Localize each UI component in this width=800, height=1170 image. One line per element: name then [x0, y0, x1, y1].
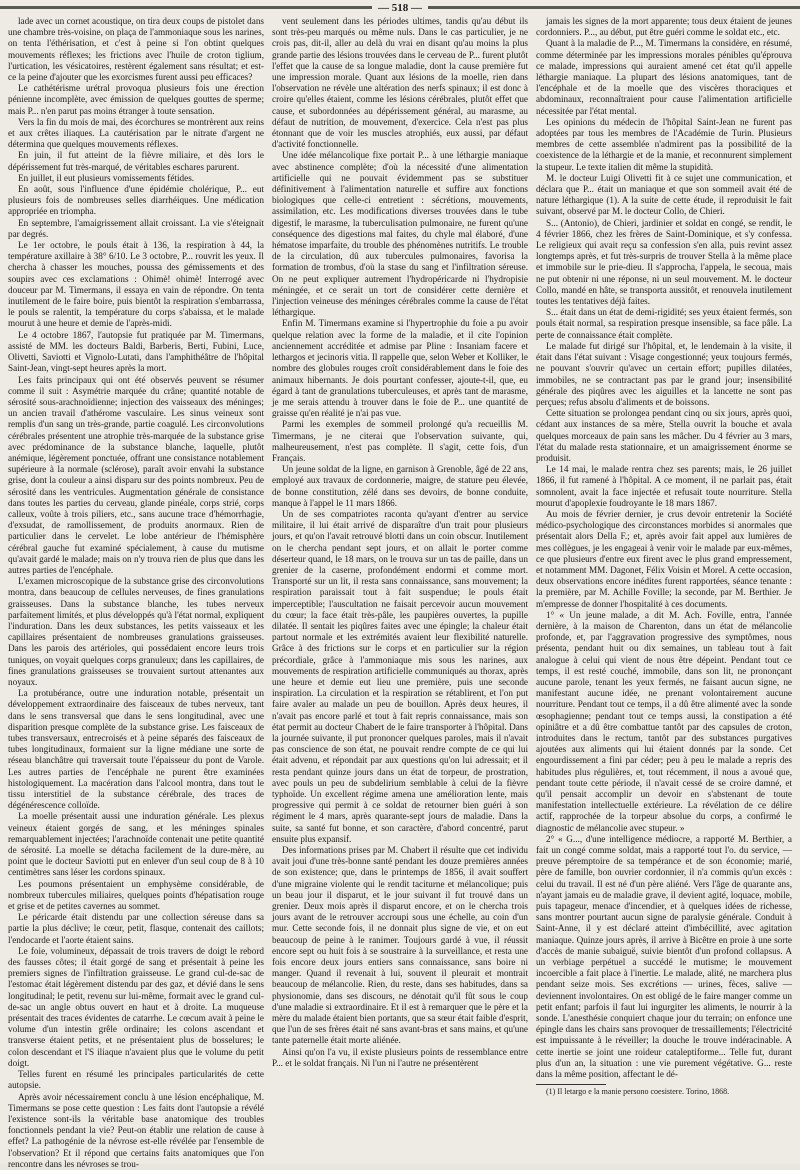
paragraph: 2° « G..., d'une intelligence médiocre, a rapporté M. Berthier, a fait un congé comme soldat, mais a rapporté tout l'o. du service, — preuve péremptoire de sa tempérance et de son économie; marié, père de famille, bon ouvrier cordonnier, il n'a commis qu'un excès : celui du travail. Il est né d'un père aliéné. Vers l'âge de quarante ans, n'ayant jamais eu de maladie grave, il devient agité, loquace, mobile, puis tapageur, menace d'incendier, et à quelques idées de richesse, sans montrer pourtant aucun signe de paralysie générale. Conduit à Saint-Anne, il y est déclaré atteint d'imbécillité, avec agitation maniaque. Quinze jours après, il arrive à Bicêtre en proie à une sorte d'accès de manie subaiguë, suivie bientôt d'un profond collapsus. A un verbiage perpétuel a succédé le mutisme; le mouvement incoercible a fait place à l'inertie. Le malade, alité, ne marchera plus pendant seize mois. Ses excrétions — urines, fèces, salive — deviennent involontaires. On est obligé de le faire manger comme un petit enfant; parfois il faut lui ingurgiter les aliments, le nourrir à la sonde. L'anesthésie conquiert chaque jour du terrain; on enfonce une épingle dans les chairs sans provoquer de tressaillements; l'électricité est impuissante à le réveiller; la douche le trouve indéracinable. A cette inertie se joint une roideur cataleptiforme... Telle fut, durant plus d'un an, la situation : une vie purement végétative. G... reste dans la même position, affectant le dé- — [536, 833, 792, 1080]
footnote-rule — [536, 1084, 606, 1085]
paragraph: La moelle présentait aussi une induration générale. Les plexus veineux étaient gorgés de sang, et les méninges spinales remarquablement injectées; l'arachnoïde contenait une petite quantité de sérosité. La moelle se détacha facilement de la dure-mère, au point que le docteur Saviotti put en enlever d'un seul coup de 8 à 10 centimètres sans léser les cordons spinaux. — [8, 811, 264, 878]
paragraph: En septembre, l'amaigrissement allait croissant. La vie s'éteignait par degrés. — [8, 217, 264, 239]
paragraph: Le malade fut dirigé sur l'hôpital, et, le lendemain à la visite, il était dans l'état suivant : Visage congestionné; yeux toujours fermés, ne pouvant s'ouvrir qu'avec un certain effort; pupilles dilatées, immobiles, ne se contractant pas par le grand jour; insensibilité générale des piqûres avec les aiguilles et la lancette ne sont pas perçues; refus absolu d'aliments et de boissons. — [536, 340, 792, 407]
paragraph: En juillet, il eut plusieurs vomissements fétides. — [18, 172, 195, 183]
paragraph: Au mois de février dernier, je crus devoir entretenir la Société médico-psychologique des circonstances morbides si anormales que présentait alors Della F.; et, après avoir fait appel aux lumières de mes collègues, je les engageai à venir voir le malade par eux-mêmes, ce que plusieurs d'entre eux firent avec le plus grand empressement, et notamment MM. Dagonet, Félix Voisin et Morel. A cette occasion, deux observations encore inédites furent rapportées, séance tenante : la première, par M. Achille Foville; la seconde, par M. Berthier. Je m'empresse de donner l'hospitalité à ces documents. — [536, 508, 792, 609]
paragraph: S... (Antonio), de Chieri, jardinier et soldat en congé, se rendit, le 4 février 1866, chez les frères de Saint-Dominique, et s'y confessa. Le religieux qui avait reçu sa confession s'en alla, puis revint assez longtemps après, et fut très-surpris de trouver Stella à la même place et immobile sur le prie-dieu. Il s'approcha, l'appela, le secoua, mais ne put obtenir ni une réponse, ni un seul mouvement. M. le docteur Collo, mandé en hâte, se transporta aussitôt, et renouvela inutilement toutes les tentatives déjà faites. — [536, 217, 792, 307]
paragraph: 1° « Un jeune malade, a dit M. Ach. Foville, entra, l'année dernière, à la maison de Charenton, dans un état de mélancolie profonde, et, par l'aggravation progressive des symptômes, nous présenta, pendant huit ou dix semaines, un tableau tout à fait analogue à celui qui vient de nous être dépeint. Pendant tout ce temps, il est resté couché, immobile, dans son lit, ne prononçant aucune parole, tenant les yeux fermés, ne faisant aucun signe, ne manifestant aucune idée, ne prenant volontairement aucune nourriture. Pendant tout ce temps, il a dû être alimenté avec la sonde œsophagienne; pendant tout ce temps aussi, la constipation a été opiniâtre et a dû être combattue tantôt par des capsules de croton, introduites dans le rectum, tantôt par des substances purgatives ajoutées aux aliments qui lui étaient donnés par la sonde. Cet engourdissement a fini par céder; peu à peu le malade a repris des habitudes plus régulières, et, tout récemment, il nous a avoué que, pendant toute cette période, il n'avait cessé de se croire damné, et qu'il pensait accomplir un devoir en s'abstenant de toute manifestation intellectuelle extérieure. La révélation de ce délire actif, rapprochée de la torpeur absolue du corps, a confirmé le diagnostic de mélancolie avec stupeur. » — [536, 609, 792, 833]
paragraph: Le cathétérisme urétral provoqua plusieurs fois une érection pénienne incomplète, avec émission de quelques gouttes de sperme; mais P... n'en parut pas moins étranger à toute sensation. — [8, 83, 264, 116]
paragraph: La protubérance, outre une induration notable, présentait un développement extraordinaire des faisceaux de tubes nerveux, tant dans le sens transversal que dans le sens longitudinal, avec une disparition presque complète de la substance grise. Les faisceaux de tubes transversaux, entrecroisés et à peine séparés des faisceaux de tubes longitudinaux, formaient sur la ligne médiane une sorte de réseau blanchâtre qui traversait toute l'épaisseur du pont de Varole. Les autres parties de l'encéphale ne purent être examinées histologiquement. La macération dans l'alcool montra, dans tout le tissu interstitiel de la substance cérébrale, des traces de dégénérescence colloïde. — [8, 688, 264, 811]
footnote: (1) Il letargo e la manie persono coesistere. Torino, 1868. — [546, 1087, 730, 1097]
paragraph: lade avec un cornet acoustique, on tira deux coups de pistolet dans une chambre très-voisine, on plaça de l'ammoniaque sous les narines, on tenta l'éthérisation, et c'est à peine si l'on obtint quelques mouvements réflexes; les frictions avec l'huile de croton tiglium, l'urtication, les vésicatoires, restèrent également sans résultat; et est-ce la peine d'ajouter que les exorcismes furent aussi peu efficaces? — [8, 16, 264, 83]
paragraph: Les faits principaux qui ont été observés peuvent se résumer comme il suit : Asymétrie marquée du crâne; quantité notable de sérosité sous-arachnoïdienne; injection des vaisseaux des méninges; un ancien travail d'athérome vasculaire. Les sinus veineux sont remplis d'un sang un très-grande, partie coagulé. Les circonvolutions cérébrales présentent une atrophie très-marquée de la substance grise avec prédominance de la substance blanche, laquelle, plutôt anémique, légèrement ponctuée, offrant une consistance notablement supérieure à la normale (sclérose), paraît avoir envahi la substance grise, dont la couleur a ainsi disparu sur des points nombreux. Peu de sérosité dans les ventricules. Augmentation générale de consistance dans toutes les parties du cerveau, glande pinéale, corps strié, corps calleux, voûte à trois piliers, etc., sans aucune trace d'hémorrhagie, d'exsudat, de ramollissement, de produits anormaux. Rien de particulier dans le cervelet. Le lobe antérieur de l'hémisphère cérébral gauche fut examiné spécialement, à cause du mutisme qu'avait gardé le malade; mais on n'y trouva rien de plus que dans les autres parties de l'encéphale. — [8, 374, 264, 575]
text-columns — [8, 16, 792, 1169]
paragraph: Cette situation se prolongea pendant cinq ou six jours, après quoi, cédant aux instances de sa mère, Stella ouvrit la bouche et avala quelques morceaux de pain sans les mâcher. Du 4 février au 3 mars, l'état du malade resta stationnaire, et un amaigrissement énorme se produisit. — [536, 408, 792, 463]
paragraph: jamais les signes de la mort apparente; tous deux étaient de jeunes cordonniers. P..., au début, put être guéri comme le soldat etc., etc. — [536, 16, 792, 38]
paragraph: Parmi les exemples de sommeil prolongé qu'a recueillis M. Timermans, je ne citerai que l'observation suivante, qui, malheureusement, n'est pas complète. Il s'agit, cette fois, d'un Français. — [272, 419, 528, 463]
paragraph: vent seulement dans les périodes ultimes, tandis qu'au début ils sont très-peu marqués ou même nuls. Dans le cas particulier, je ne crois pas, dit-il, aller au delà du vrai en disant qu'au moins la plus grande partie des lésions trouvées dans le cerveau de P... furent plutôt l'effet que la cause de sa longue maladie, dont la cause première fut une impression morale. Quant aux lésions de la moelle, rien dans l'observation ne révèle une altération des nerfs spinaux; il est donc à croire qu'elles étaient, comme les lésions cérébrales, plutôt effet que cause, et subordonnées au dépérissement général, au marasme, au défaut de nutrition, de mouvement, d'exercice. Cela n'est pas plus étonnant que de voir les muscles atrophiés, eux aussi, par défaut d'activité fonctionnelle. — [272, 16, 528, 150]
page-number: — 518 — — [0, 2, 800, 14]
paragraph: Après avoir nécessairement conclu à une lésion encéphalique, M. Timermans se pose cette question : Les faits dont l'autopsie a révélé l'existence sont-ils la véritable base anatomique des troubles fonctionnels pendant la vie? Peut-on établir une relation de cause à effet? La pathogénie de la névrose est-elle révélée par l'ensemble de l'observation? Et il répond que certains faits anatomiques que l'on rencontre dans les névroses se trou- — [8, 1091, 264, 1169]
paragraph: Les poumons présentaient un emphysème considérable, de nombreux tubercules miliaires, quelques points d'hépatisation rouge et grise et de petites cavernes au sommet. — [8, 878, 264, 912]
paragraph: Vers la fin du mois de mai, des écorchures se montrèrent aux reins et aux crêtes iliaques. La cautérisation par le nitrate d'argent ne détermina que quelques mouvements réflexes. — [8, 116, 264, 150]
column-left — [8, 16, 264, 1169]
paragraph: Ainsi qu'on l'a vu, il existe plusieurs points de ressemblance entre P... et le soldat français. Ni l'un ni l'autre ne présentèrent — [272, 1046, 528, 1068]
paragraph: Des informations prises par M. Chabert il résulte que cet individu avait joui d'une très-bonne santé pendant les douze premières années de son existence; que, dans le printemps de 1856, il avait souffert d'une migraine violente qui le rendit taciturne et mélancolique; puis un beau jour il disparut, et le jour suivant il fut trouvé dans un grenier. Deux mois après il disparut encore, et on le chercha trois jours avant de le retrouver accroupi sous une échelle, au coin d'un mur. Cette seconde fois, il ne donnait plus signe de vie, et on eut beaucoup de peine à le ranimer. Toujours gardé à vue, il réussit encore sept ou huit fois à se soustraire à la surveillance, et resta une fois encore deux jours entiers sans connaissance, sans boire ni manger. Quand il revenait à lui, souvent il pleurait et montrait beaucoup de mélancolie. Rien, du reste, dans ses habitudes, dans sa physionomie, dans ses discours, ne dénotait qu'il fût sous le coup d'une maladie si extraordinaire. Et il est à remarquer que le père et la mère du malade étaient bien portants, que sa sœur était faible d'esprit, que l'un de ses frères était né sans avant-bras et sans mains, et qu'une tante paternelle était morte aliénée. — [272, 845, 529, 1046]
paragraph: Quant à la maladie de P..., M. Timermans la considère, en résumé, comme déterminée par les impressions morales pénibles qu'éprouva ce malade, impressions qui auraient amené cet état qu'il appelle léthargie maniaque. La plupart des lésions anatomiques, tant de l'encéphale et de la moelle que des viscères thoraciques et abdominaux, reconnaîtraient pour cause l'alimentation artificielle nécessitée par l'état mental. — [536, 38, 792, 116]
paragraph: Une idée mélancolique fixe portait P... à une léthargie maniaque avec abstinence complète; d'où la nécessité d'une alimentation artificielle qui ne pouvait évidemment pas se substituer définitivement à l'alimentation naturelle et suffire aux fonctions biologiques que celle-ci entretient : sécrétions, mouvements, assimilation, etc. Les modifications diverses trouvées dans le tube digestif, le marasme, la tuberculisation pulmonaire, ne furent qu'une conséquence des digestions mal faites, du chyle mal élaboré, d'une hématose imparfaite, du trouble des phénomènes nutritifs. Le trouble de la circulation, dû aux tubercules pulmonaires, favorisa la formation de trombus, d'où la stase du sang et l'infiltration séreuse. On ne peut expliquer autrement l'hydropéricarde ni l'hydropisie méningée, et ce serait un tort de considérer cette dernière et l'injection veineuse des méninges cérébrales comme la cause de l'état léthargique. — [272, 150, 528, 318]
paragraph: Un jeune soldat de la ligne, en garnison à Grenoble, âgé de 22 ans, employé aux travaux de cordonnerie, maigre, de stature peu élevée, de bonne constitution, zélé dans ses devoirs, de bonne conduite, manque à l'appel le 11 mars 1866. — [272, 464, 528, 508]
column-right-body — [536, 16, 792, 1080]
paragraph: Un de ses compatriotes raconta qu'ayant d'entrer au service militaire, il lui était arrivé de disparaître d'un trait pour plusieurs jours, et qu'on l'avait retrouvé blotti dans un coin obscur. Inutilement on le chercha pendant sept jours, et on allait le porter comme déserteur quand, le 18 mars, on le trouva sur un tas de paille, dans un grenier de la caserne, profondément endormi et comme mort. Transporté sur un lit, il resta sans connaissance, sans mouvement; la respiration paraissait tout à fait suspendue; le pouls était imperceptible; l'auscultation ne faisait percevoir aucun mouvement du cœur; la face était très-pâle, les paupières ouvertes, la pupille dilatée. Il sentait les piqûres faites avec une épingle; la chaleur était partout normale et les extrémités avaient leur flexibilité naturelle. Grâce à des frictions sur le corps et en particulier sur la région précordiale, grâce à l'ammoniaque mis sous les narines, aux mouvements de respiration artificielle communiqués au thorax, après une heure et demie eut lieu une première, puis une seconde inspiration. La circulation et la respiration se rétablirent, et l'on put faire avaler au malade un peu de bouillon. Après deux heures, il n'avait pas encore parlé et tout à fait repris connaissance, mais son état permit au docteur Chabert de le faire transporter à l'hôpital. Dans la journée suivante, il put prononcer quelques paroles, mais il n'avait pas conscience de son état, ne pouvait rendre compte de ce qui lui était advenu, et répondait par aux questions qu'on lui adressait; et il resta pendant quinze jours dans un état de torpeur, de prostration, avec pouls un peu de subdelirium semblable à celui de la fièvre typhoïde. Un excellent régime amena une amélioration lente, mais progressive qui permit à ce soldat de retourner bien guéri à son régiment le 4 mars, après quarante-sept jours de maladie. Dans la suite, sa santé fut bonne, et son caractère, d'abord concentré, parut ensuite plus expansif. — [272, 508, 528, 844]
paragraph: Enfin M. Timermans examine si l'hypertrophie du foie a pu avoir quelque relation avec la forme de la maladie, et il cite l'opinion anciennement accréditée et admise par Pline : Insaniam facere et lethargos et jecinoris vitia. Il rappelle que, selon Weber et Kolliker, le nombre des globules rouges croît considérablement dans le foie des animaux hibernants. Je dois pourtant confesser, ajoute-t-il, que, eu égard à tant de granulations tuberculeuses, et après tant de marasme, je me serais attendu à trouver dans le foie de P... une quantité de graisse qu'en réalité je n'ai pas vue. — [272, 318, 528, 419]
paragraph: Telles furent en résumé les principales particularités de cette autopsie. — [8, 1069, 264, 1091]
paragraph: Le 4 octobre 1867, l'autopsie fut pratiquée par M. Timermans, assisté de MM. les docteurs Baldi, Barberis, Berti, Fubini, Luce, Olivetti, Saviotti et Vignolo-Lutati, dans l'amphithéâtre de l'hôpital Saint-Jean, vingt-sept heures après la mort. — [8, 329, 264, 374]
paragraph: S... était dans un état de demi-rigidité; ses yeux étaient fermés, son pouls était normal, sa respiration presque insensible, sa face pâle. La perte de connaissance était complète. — [536, 307, 792, 340]
paragraph: Le péricarde était distendu par une collection séreuse dans sa partie la plus déclive; le cœur, petit, flasque, contenait des caillots; l'endocarde et l'aorte étaient sains. — [8, 912, 264, 945]
paragraph: Le 14 mai, le malade rentra chez ses parents; mais, le 26 juillet 1866, il fut ramené à l'hôpital. A ce moment, il ne parlait pas, était somnolent, avait la face injectée et refusait toute nourriture. Stella mourut d'apoplexie foudroyante le 18 mars 1867. — [536, 464, 792, 508]
paragraph: Le 1er octobre, le pouls était à 136, la respiration à 44, la température axillaire à 38° 6/10. Le 3 octobre, P... rouvrit les yeux. Il chercha à chasser les mouches, poussa des gémissements et des soupirs avec ces exclamations : Ohimè! ohimè! Interrogé avec douceur par M. Timermans, il essaya en vain de répondre. On tenta inutilement de le faire boire, puis bientôt la respiration s'embarrassa, le pouls se ralentit, la température du corps s'abaissa, et le malade mourut à une heure et demie de l'après-midi. — [8, 240, 264, 329]
paragraph: En juin, il fut atteint de la fièvre miliaire, et dès lors le dépérissement fut très-marqué, de véritables eschares parurent. — [8, 150, 264, 172]
paragraph: Le foie, volumineux, dépassait de trois travers de doigt le rebord des fausses côtes; il était gorgé de sang et présentait à peine les premiers signes de l'infiltration graisseuse. Le grand cul-de-sac de l'estomac était légèrement distendu par des gaz, et dévié dans le sens longitudinal; le petit, revenu sur lui-même, formait avec le grand cul-de-sac un angle obtus ouvert en haut et à droite. La muqueuse présentait des traces évidentes de catarrhe. Le cœcum avait à peine le volume d'un intestin grêle ordinaire; les colons ascendant et transverse étaient petits, et ne présentaient plus de bosselures; le colon descendant et l'S iliaque n'avaient plus que le volume du petit doigt. — [8, 945, 264, 1068]
paragraph: Les opinions du médecin de l'hôpital Saint-Jean ne furent pas adoptées par tous les membres de l'Académie de Turin. Plusieurs membres de cette assemblée n'admirent pas la possibilité de la coexistence de la léthargie et de la manie, et reconnurent simplement la stupeur. Le texte italien dit même la stupidità. — [536, 116, 792, 172]
paragraph: L'examen microscopique de la substance grise des circonvolutions montra, dans beaucoup de cellules nerveuses, de fines granulations graisseuses. Dans la substance blanche, les tubes nerveux parfaitement limités, et plus développés qu'à l'état normal, expliquent l'induration. Dans les deux substances, les petits vaisseaux et les capillaires présentaient de nombreuses granulations graisseuses. Dans les parois des artérioles, qui possédaient encore leurs trois tuniques, on voyait quelques corps granuleux; dans les capillaires, de fines granulations graisseuses se trouvaient surtout attenantes aux noyaux. — [8, 576, 264, 687]
column-middle — [272, 16, 528, 1156]
paragraph: En août, sous l'influence d'une épidémie cholérique, P... eut plusieurs fois de nombreuses selles diarrhéiques. Une médication appropriée en triompha. — [8, 184, 264, 217]
column-right — [536, 16, 792, 1156]
paragraph: M. le docteur Luigi Olivetti fit à ce sujet une communication, et déclara que P... était un maniaque et que son sommeil avait été de nature léthargique (1). A la suite de cette étude, il reproduisit le fait suivant, observé par M. le docteur Collo, de Chieri. — [536, 172, 792, 217]
